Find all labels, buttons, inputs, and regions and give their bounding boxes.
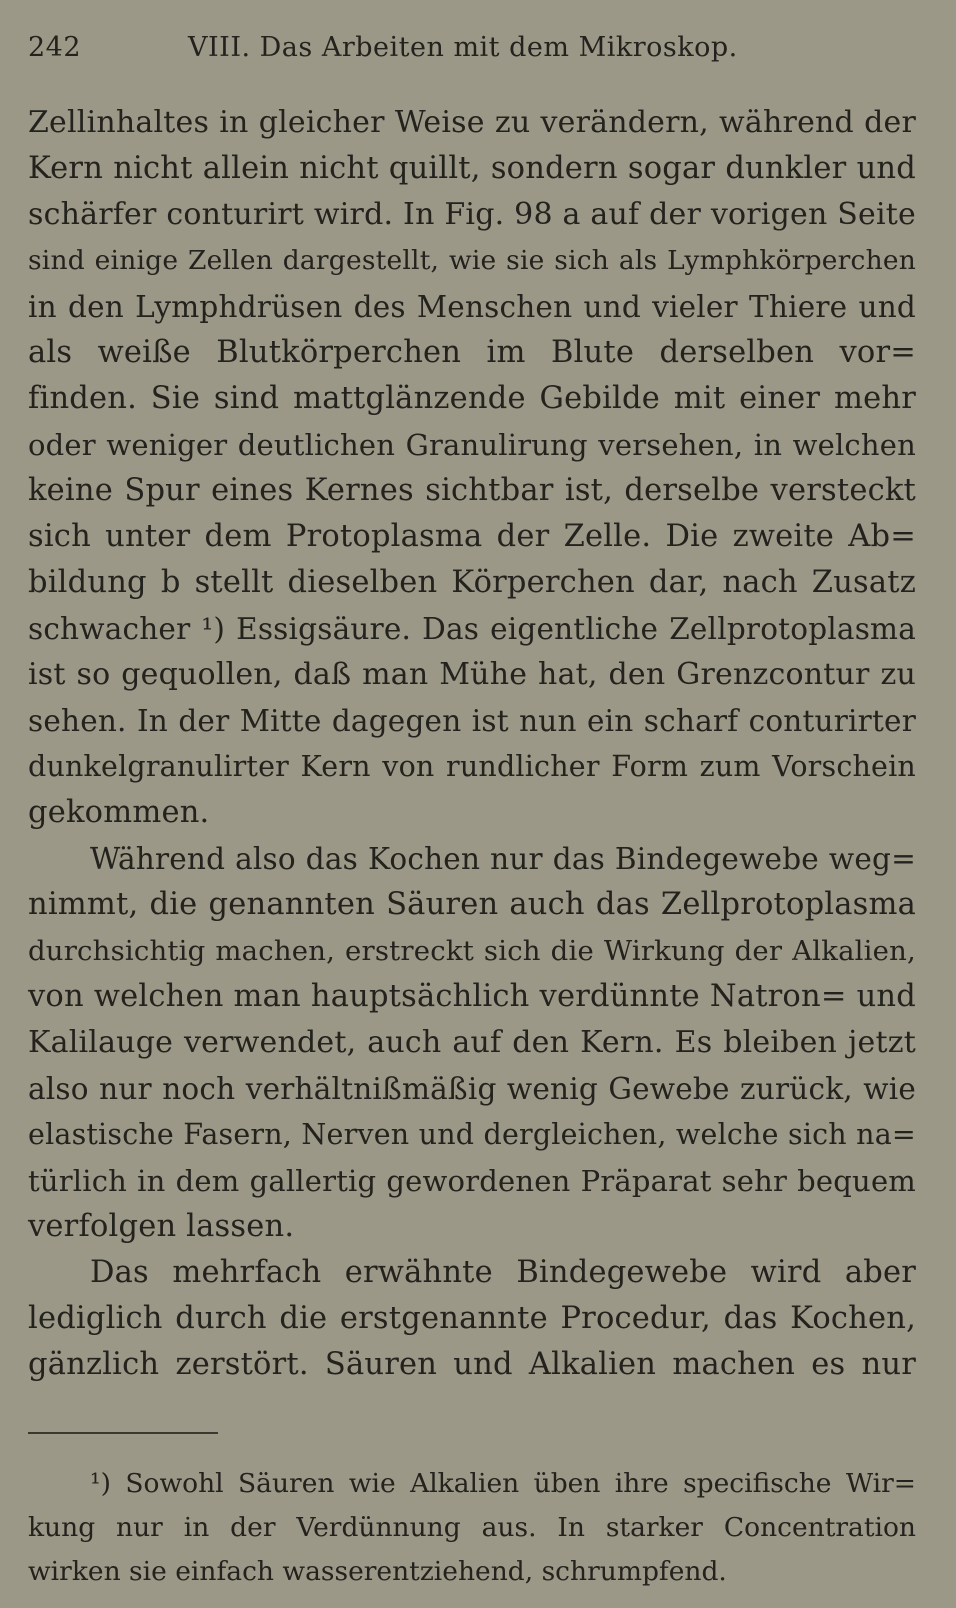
- text-line: Kern nicht allein nicht quillt, sondern sogar dunkler und: [28, 151, 916, 186]
- text-line: ist so gequollen, daß man Mühe hat, den Grenzcontur zu: [28, 657, 916, 692]
- text-line: dunkelgranulirter Kern von rundlicher Form zum Vorschein: [28, 750, 916, 783]
- footnote-divider: [28, 1432, 218, 1434]
- chapter-title: VIII. Das Arbeiten mit dem Mikroskop.: [188, 32, 738, 63]
- text-line: Zellinhaltes in gleicher Weise zu verändern, während der: [28, 105, 916, 140]
- text-line: Während also das Kochen nur das Bindegewebe weg=: [90, 842, 916, 876]
- text-line: als weiße Blutkörperchen im Blute derselben vor=: [28, 335, 916, 370]
- text-line: sich unter dem Protoplasma der Zelle. Die zweite Ab=: [28, 519, 916, 554]
- body-text: [28, 100, 916, 1388]
- page-number: 242: [28, 32, 82, 63]
- text-line: sehen. In der Mitte dagegen ist nun ein scharf conturirter: [28, 704, 916, 738]
- text-line: in den Lymphdrüsen des Menschen und vieler Thiere und: [28, 290, 916, 324]
- footnote-line: ¹) Sowohl Säuren wie Alkalien üben ihre specifische Wir=: [90, 1468, 916, 1499]
- footnote-line: kung nur in der Verdünnung aus. In starker Concentration: [28, 1512, 916, 1543]
- text-line: schärfer conturirt wird. In Fig. 98 a auf der vorigen Seite: [28, 197, 916, 232]
- text-line: also nur noch verhältnißmäßig wenig Gewebe zurück, wie: [28, 1072, 916, 1106]
- text-line: schwacher ¹) Essigsäure. Das eigentliche Zellprotoplasma: [28, 612, 916, 646]
- text-line: finden. Sie sind mattglänzende Gebilde mit einer mehr: [28, 381, 916, 416]
- text-line: türlich in dem gallertig gewordenen Präparat sehr bequem: [28, 1164, 916, 1198]
- text-line: lediglich durch die erstgenannte Procedur, das Kochen,: [28, 1301, 916, 1336]
- text-line: nimmt, die genannten Säuren auch das Zellprotoplasma: [28, 887, 916, 922]
- text-line: Kalilauge verwendet, auch auf den Kern. Es bleiben jetzt: [28, 1025, 916, 1060]
- text-line: gänzlich zerstört. Säuren und Alkalien machen es nur: [28, 1347, 916, 1382]
- running-head: [28, 26, 928, 70]
- text-line: verfolgen lassen.: [28, 1209, 295, 1244]
- text-line: oder weniger deutlichen Granulirung versehen, in welchen: [28, 428, 916, 462]
- footnote-line: wirken sie einfach wasserentziehend, schrumpfend.: [28, 1556, 727, 1587]
- text-line: gekommen.: [28, 795, 210, 830]
- text-line: elastische Fasern, Nerven und dergleichen, welche sich na=: [28, 1118, 916, 1151]
- footnote: [28, 1462, 916, 1594]
- text-line: sind einige Zellen dargestellt, wie sie sich als Lymphkörperchen: [28, 245, 916, 276]
- text-line: keine Spur eines Kernes sichtbar ist, derselbe versteckt: [28, 473, 916, 508]
- text-line: Das mehrfach erwähnte Bindegewebe wird aber: [90, 1255, 916, 1290]
- text-line: durchsichtig machen, erstreckt sich die Wirkung der Alkalien,: [28, 935, 916, 967]
- text-line: von welchen man hauptsächlich verdünnte Natron= und: [28, 979, 916, 1014]
- text-line: bildung b stellt dieselben Körperchen dar, nach Zusatz: [28, 565, 916, 600]
